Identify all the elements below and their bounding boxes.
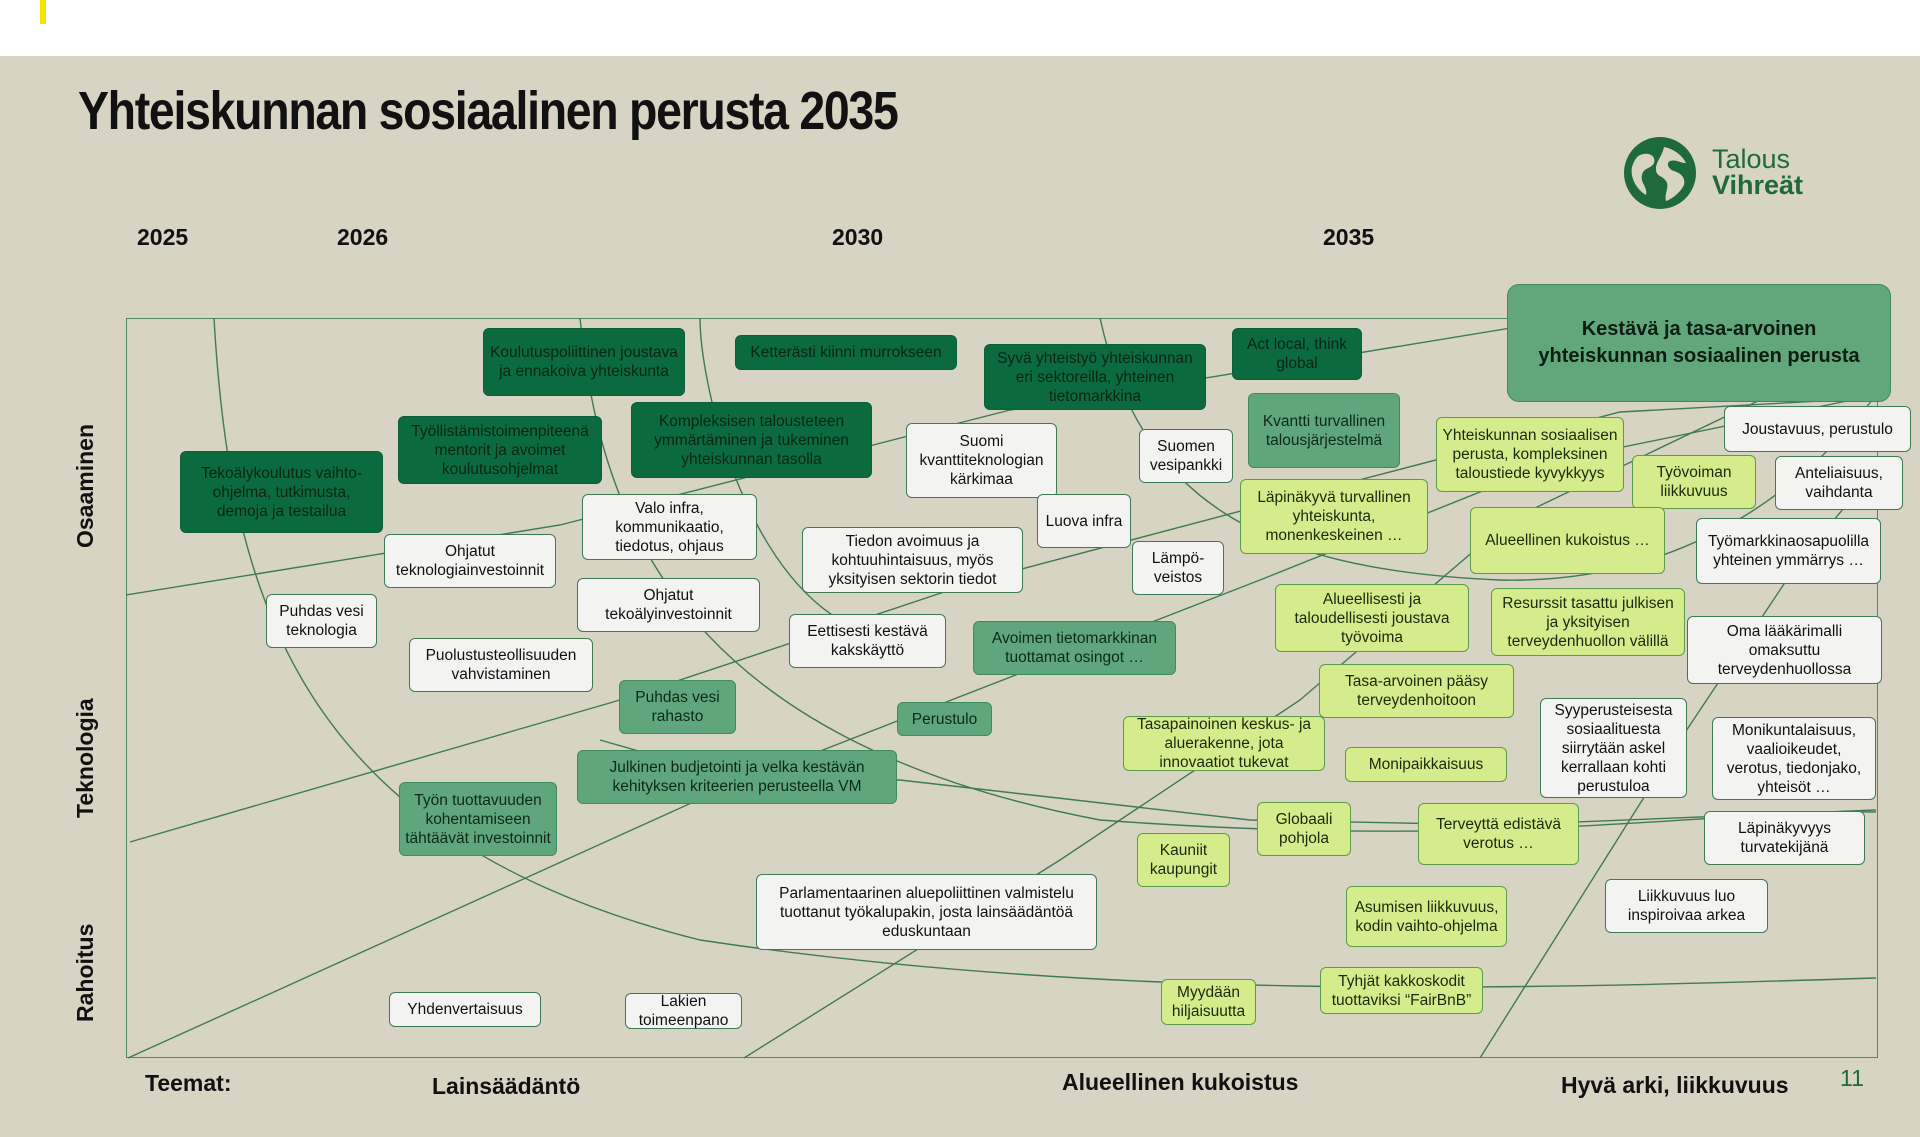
roadmap-box-ohjatut-tekno: Ohjatut teknologiainvestoinnit [384, 534, 556, 588]
roadmap-box-tasa-arvoinen: Tasa-arvoinen pääsy terveydenhoitoon [1319, 664, 1514, 718]
roadmap-box-perustulo: Perustulo [897, 702, 992, 736]
roadmap-box-globaali-pohjola: Globaali pohjola [1257, 802, 1351, 856]
roadmap-box-lapinakyvyys-turva: Läpinäkyvyys turvatekijänä [1704, 811, 1865, 865]
axis-label-osaaminen: Osaaminen [72, 424, 98, 548]
roadmap-box-lakien-toimeenpano: Lakien toimeenpano [625, 993, 742, 1029]
roadmap-box-avoimen-tietomarkkina: Avoimen tietomarkkinan tuottamat osingot … [973, 621, 1176, 675]
roadmap-box-tasapainoinen: Tasapainoinen keskus- ja aluerakenne, jota innovaatiot tukevat [1123, 716, 1325, 771]
roadmap-box-puolustus: Puolustusteollisuuden vahvistaminen [409, 638, 593, 692]
roadmap-box-monikuntalaisuus: Monikuntalaisuus, vaalioikeudet, verotus, tiedonjako, yhteisöt … [1712, 717, 1876, 800]
roadmap-box-luova-infra: Luova infra [1037, 494, 1131, 548]
roadmap-box-yhdenvertaisuus: Yhdenvertaisuus [389, 992, 541, 1027]
roadmap-box-lapinakyva: Läpinäkyvä turvallinen yhteiskunta, monenkeskeinen … [1240, 479, 1428, 554]
roadmap-box-resurssit: Resurssit tasattu julkisen ja yksityisen terveydenhuollon välillä [1491, 588, 1685, 656]
theme-alueellinen-kukoistus: Alueellinen kukoistus [1062, 1069, 1299, 1095]
axis-label-rahoitus: Rahoitus [72, 923, 98, 1022]
roadmap-box-tyhjat-kakkoskodit: Tyhjät kakkoskodit tuottaviksi “FairBnB” [1320, 967, 1483, 1014]
roadmap-box-puhdas-vesi-rahasto: Puhdas vesi rahasto [619, 680, 736, 734]
roadmap-box-tyovoiman: Työvoiman liikkuvuus [1632, 455, 1756, 509]
roadmap-box-puhdas-vesi-tekno: Puhdas vesi teknologia [266, 594, 377, 648]
roadmap-box-ketterasti: Ketterästi kiinni murrokseen [735, 335, 957, 370]
roadmap-box-kauniit-kaupungit: Kauniit kaupungit [1137, 833, 1230, 887]
goal-box: Kestävä ja tasa-arvoinen yhteiskunnan sosiaalinen perusta [1507, 284, 1891, 402]
theme-hyva-arki: Hyvä arki, liikkuvuus [1561, 1072, 1789, 1098]
roadmap-box-suomi-kvantti: Suomi kvanttiteknologian kärkimaa [906, 423, 1057, 498]
roadmap-box-anteliaisuus: Anteliaisuus, vaihdanta [1775, 456, 1903, 510]
axis-label-teknologia: Teknologia [72, 698, 98, 818]
roadmap-box-monipaikkaisuus: Monipaikkaisuus [1345, 747, 1507, 782]
logo [1620, 133, 1820, 213]
year-label-2030: 2030 [832, 224, 884, 250]
logo-text-vihreat: Vihreät [1712, 170, 1804, 200]
roadmap-box-tiedon-avoimuus: Tiedon avoimuus ja kohtuuhintaisuus, myös yksityisen sektorin tiedot [802, 527, 1023, 593]
roadmap-box-yhteiskunnan-perusta: Yhteiskunnan sosiaalisen perusta, kompleksinen taloustiede kyvykkyys [1436, 417, 1624, 492]
roadmap-box-julkinen-budjetointi: Julkinen budjetointi ja velka kestävän kehityksen kriteerien perusteella VM [577, 750, 897, 804]
yellow-marker [40, 0, 46, 24]
roadmap-box-vesipankki: Suomen vesipankki [1139, 429, 1233, 483]
roadmap-box-terveytta-edistava: Terveyttä edistävä verotus … [1418, 803, 1579, 865]
roadmap-box-koulutuspoliittinen: Koulutuspoliittinen joustava ja ennakoiva yhteiskunta [483, 328, 685, 396]
slide-title: Yhteiskunnan sosiaalinen perusta 2035 [78, 81, 898, 141]
themes-label: Teemat: [145, 1070, 232, 1096]
roadmap-box-kompleksisen: Kompleksisen talousteteen ymmärtäminen ja tukeminen yhteiskunnan tasolla [631, 402, 872, 478]
page-number: 11 [1840, 1065, 1864, 1091]
logo-text-talous: Talous [1712, 144, 1791, 174]
roadmap-box-alueellinen-kukoistus: Alueellinen kukoistus … [1470, 507, 1665, 574]
year-label-2025: 2025 [137, 224, 189, 250]
roadmap-box-act-local: Act local, think global [1232, 328, 1362, 380]
roadmap-box-valo-infra: Valo infra, kommunikaatio, tiedotus, ohjaus [582, 494, 757, 560]
roadmap-box-lampo-veistos: Lämpö-veistos [1132, 541, 1224, 595]
roadmap-box-ohjatut-tekoaly: Ohjatut tekoälyinvestoinnit [577, 578, 760, 632]
globe-logo-icon [1620, 133, 1700, 213]
roadmap-box-kvantti: Kvantti turvallinen talousjärjestelmä [1248, 393, 1400, 468]
roadmap-box-syyperusteisesta: Syyperusteisesta sosiaalituesta siirrytään askel kerrallaan kohti perustuloa [1540, 698, 1687, 798]
roadmap-box-tyomarkkina: Työmarkkinaosapuolilla yhteinen ymmärrys … [1696, 518, 1881, 584]
roadmap-box-liikkuvuus-luo: Liikkuvuus luo inspiroivaa arkea [1605, 879, 1768, 933]
roadmap-box-myydaan-hiljaisuutta: Myydään hiljaisuutta [1161, 979, 1256, 1025]
year-label-2035: 2035 [1323, 224, 1375, 250]
roadmap-box-eettisesti: Eettisesti kestävä kakskäyttö [789, 614, 946, 668]
theme-lainsaadanto: Lainsäädäntö [432, 1073, 581, 1099]
roadmap-box-syva-yhteistyo: Syvä yhteistyö yhteiskunnan eri sektoreilla, yhteinen tietomarkkina [984, 344, 1206, 410]
roadmap-box-joustavuus: Joustavuus, perustulo [1724, 406, 1911, 452]
year-label-2026: 2026 [337, 224, 389, 250]
roadmap-box-asumisen-liikkuvuus: Asumisen liikkuvuus, kodin vaihto-ohjelma [1346, 886, 1507, 947]
roadmap-box-alueellisesti-joustava: Alueellisesti ja taloudellisesti joustava työvoima [1275, 584, 1469, 652]
top-bar [0, 0, 1920, 56]
roadmap-box-tekoalykoulutus: Tekoälykoulutus vaihto-ohjelma, tutkimusta, demoja ja testailua [180, 451, 383, 533]
roadmap-box-tyollistamis: Työllistämistoimenpiteenä mentorit ja avoimet koulutusohjelmat [398, 416, 602, 484]
roadmap-box-tyon-tuottavuus: Työn tuottavuuden kohentamiseen tähtäävät investoinnit [399, 782, 557, 856]
roadmap-box-oma-laakari: Oma lääkärimalli omaksuttu terveydenhuollossa [1687, 616, 1882, 684]
roadmap-box-parlamentaarinen: Parlamentaarinen aluepoliittinen valmistelu tuottanut työkalupakin, josta lainsäädäntöä eduskuntaan [756, 874, 1097, 950]
